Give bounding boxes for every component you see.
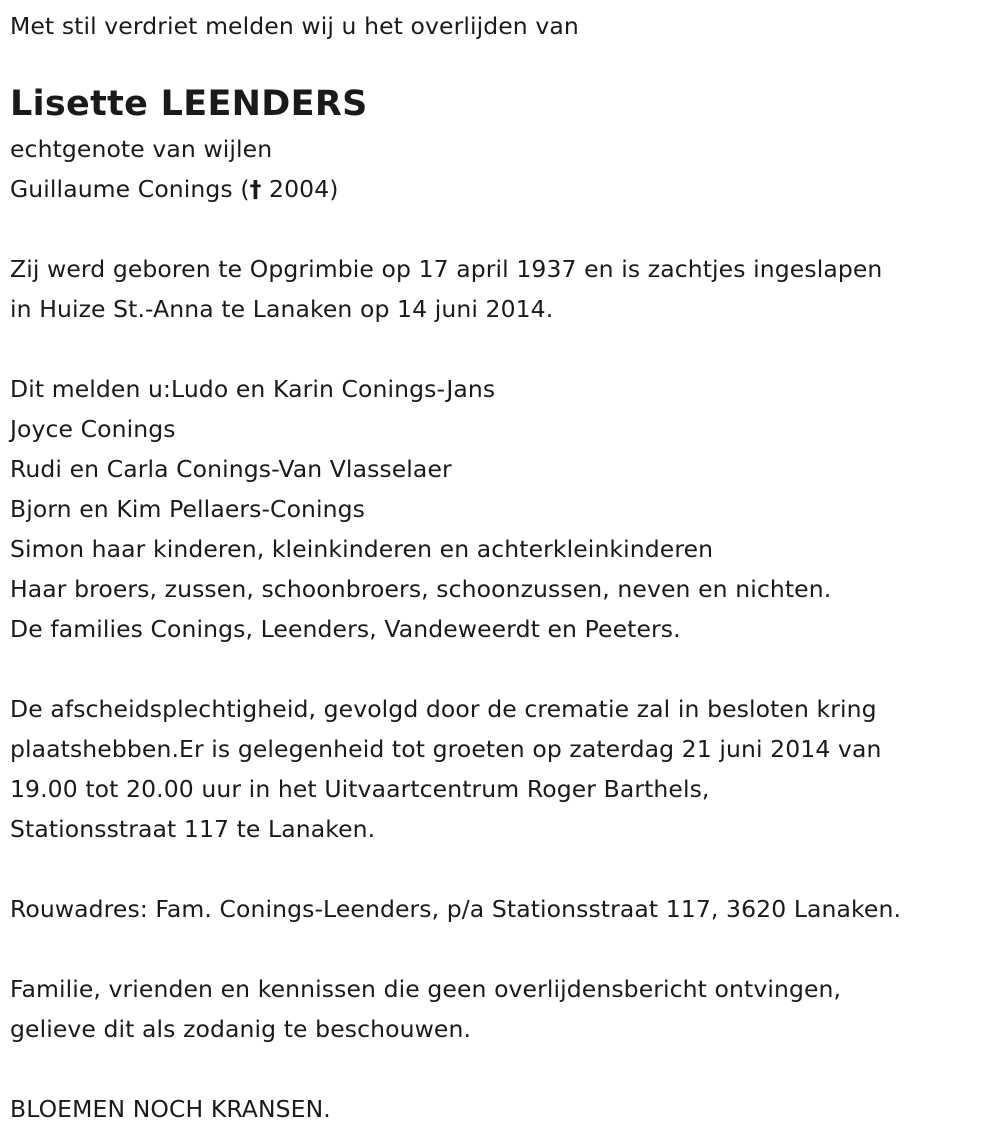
birth-death-line: Zij werd geboren te Opgrimbie op 17 april 1937 en is zachtjes ingeslapen	[10, 255, 883, 283]
ceremony-line: De afscheidsplechtigheid, gevolgd door de crematie zal in besloten kring	[10, 695, 877, 723]
spacer	[10, 929, 995, 969]
family-line: Haar broers, zussen, schoonbroers, schoonzussen, neven en nichten.	[10, 575, 832, 603]
spouse-line	[10, 169, 995, 209]
spacer	[10, 1049, 995, 1089]
spacer	[10, 329, 995, 369]
closing-line: gelieve dit als zodanig te beschouwen.	[10, 1015, 472, 1043]
family-line: Simon haar kinderen, kleinkinderen en achterkleinkinderen	[10, 535, 714, 563]
birth-death-line: in Huize St.-Anna te Lanaken op 14 juni 2014.	[10, 295, 554, 323]
mourning-address: Rouwadres: Fam. Conings-Leenders, p/a Stationsstraat 117, 3620 Lanaken.	[10, 895, 902, 923]
ceremony-line: Stationsstraat 117 te Lanaken.	[10, 815, 376, 843]
ceremony-line: plaatshebben.Er is gelegenheid tot groeten op zaterdag 21 juni 2014 van	[10, 735, 882, 763]
spouse-name: Guillaume Conings (	[10, 175, 250, 203]
deceased-name: Lisette LEENDERS	[10, 84, 368, 124]
spacer	[10, 649, 995, 689]
intro-text: Met stil verdriet melden wij u het overlijden van	[10, 12, 579, 40]
ceremony-line: 19.00 tot 20.00 uur in het Uitvaartcentrum Roger Barthels,	[10, 775, 710, 803]
obituary-notice	[10, 0, 995, 1129]
cross-icon: †	[249, 175, 262, 203]
spouse-death-year: 2004)	[269, 175, 339, 203]
family-line: De families Conings, Leenders, Vandeweerdt en Peeters.	[10, 615, 681, 643]
family-line: Rudi en Carla Conings-Van Vlasselaer	[10, 455, 452, 483]
family-line: Joyce Conings	[10, 415, 176, 443]
spouse-relation: echtgenote van wijlen	[10, 135, 273, 163]
closing-line: Familie, vrienden en kennissen die geen overlijdensbericht ontvingen,	[10, 975, 842, 1003]
spacer	[10, 209, 995, 249]
flowers-note: BLOEMEN NOCH KRANSEN.	[10, 1095, 331, 1123]
family-line: Dit melden u:Ludo en Karin Conings-Jans	[10, 375, 496, 403]
spacer	[10, 849, 995, 889]
family-line: Bjorn en Kim Pellaers-Conings	[10, 495, 366, 523]
